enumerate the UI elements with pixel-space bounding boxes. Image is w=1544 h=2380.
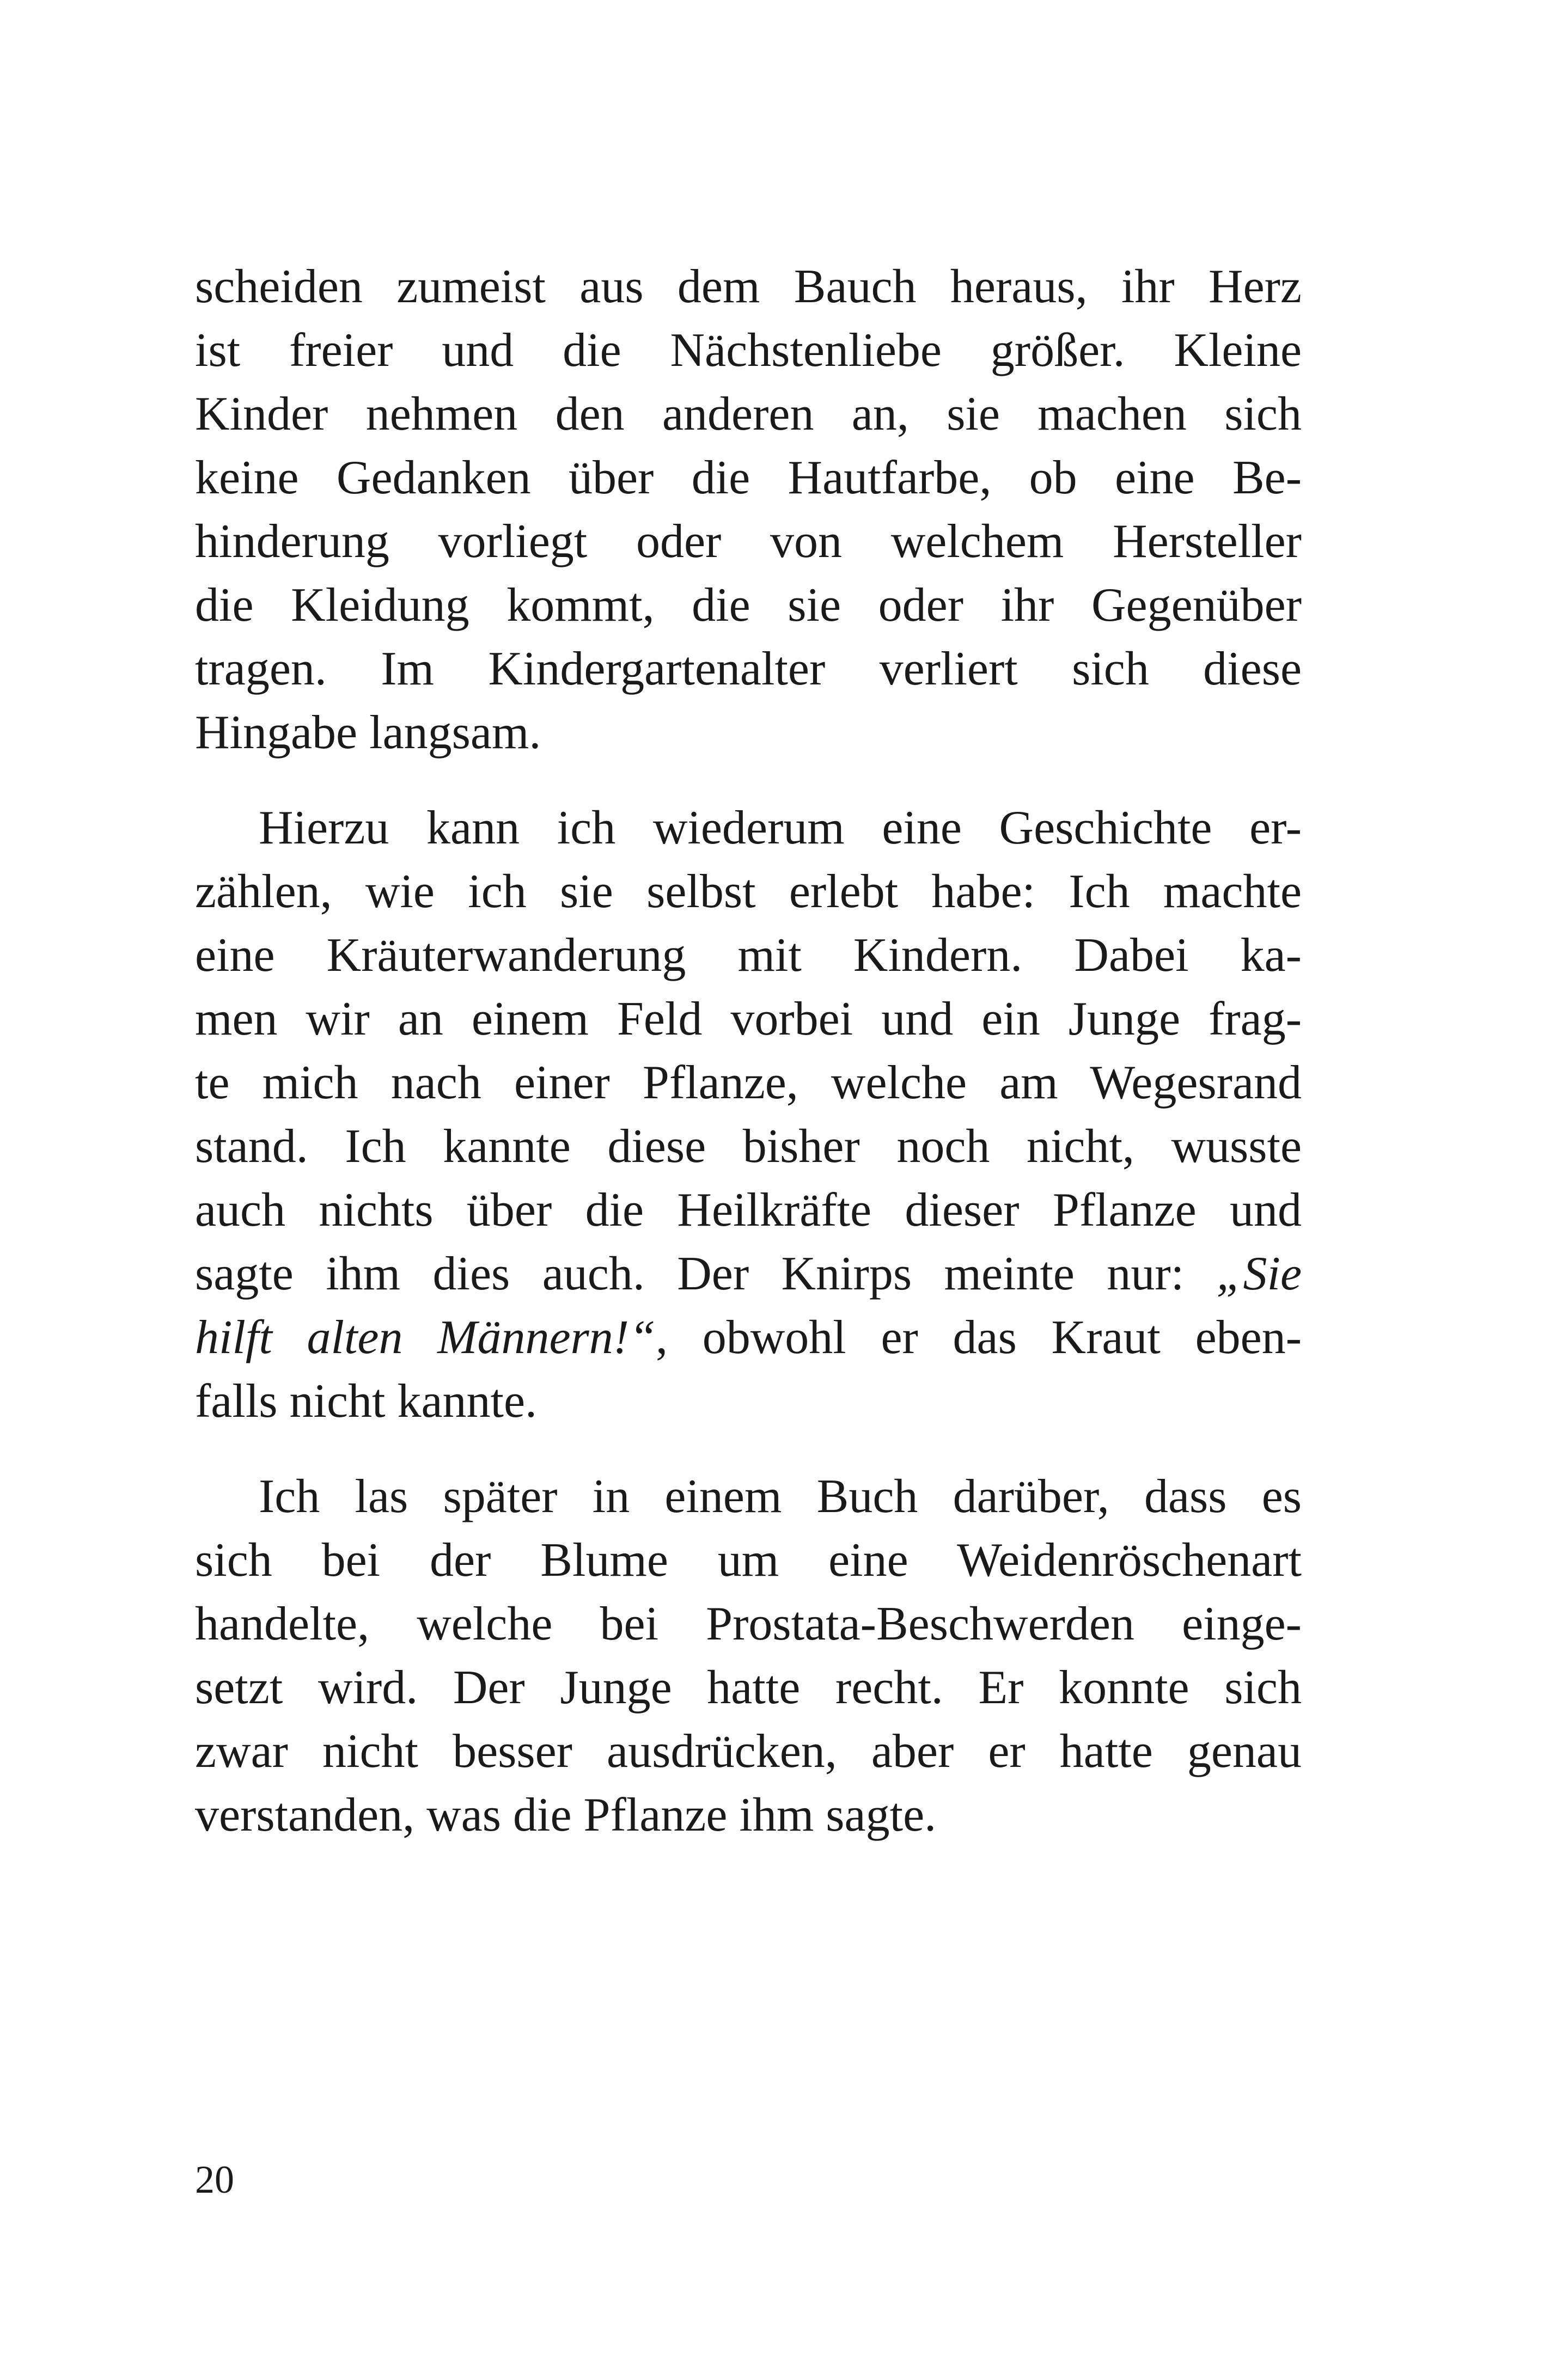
text-line: die Kleidung kommt, die sie oder ihr Gegenüber bbox=[195, 579, 1302, 632]
text-line: sich bei der Blume um eine Weidenröschenart bbox=[195, 1534, 1302, 1587]
paragraph-3 bbox=[195, 1465, 1302, 1847]
text-line: stand. Ich kannte diese bisher noch nicht, wusste bbox=[195, 1120, 1302, 1173]
text-line: handelte, welche bei Prostata-Beschwerden einge- bbox=[195, 1598, 1302, 1650]
text-line: eine Kräuterwanderung mit Kindern. Dabei ka- bbox=[195, 929, 1302, 982]
text-line: keine Gedanken über die Hautfarbe, ob eine Be- bbox=[195, 451, 1302, 504]
text-line: ist freier und die Nächstenliebe größer. Kleine bbox=[195, 324, 1302, 377]
page-number: 20 bbox=[195, 2158, 234, 2201]
text-line: verstanden, was die Pflanze ihm sagte. bbox=[195, 1789, 937, 1841]
text-line: zwar nicht besser ausdrücken, aber er hatte genau bbox=[195, 1725, 1302, 1778]
text-line: zählen, wie ich sie selbst erlebt habe: Ich machte bbox=[195, 865, 1302, 918]
text-line: men wir an einem Feld vorbei und ein Junge frag- bbox=[195, 993, 1302, 1045]
quote-lead-in: sagte ihm dies auch. Der Knirps meinte nur: bbox=[195, 1247, 1217, 1300]
paragraph-2 bbox=[195, 796, 1302, 1433]
text-line: te mich nach einer Pflanze, welche am Wegesrand bbox=[195, 1056, 1302, 1109]
paragraph-1 bbox=[195, 255, 1302, 764]
quote-trailing-text: , obwohl er das Kraut eben- bbox=[656, 1311, 1302, 1364]
text-line: tragen. Im Kindergartenalter verliert sich diese bbox=[195, 643, 1302, 695]
quote-text-end: hilft alten Männern!“ bbox=[195, 1311, 656, 1364]
text-line: Hingabe langsam. bbox=[195, 706, 541, 759]
quote-text-start: „Sie bbox=[1216, 1247, 1302, 1300]
text-line: setzt wird. Der Junge hatte recht. Er konnte sich bbox=[195, 1661, 1302, 1714]
text-line: scheiden zumeist aus dem Bauch heraus, ihr Herz bbox=[195, 260, 1302, 313]
page-body bbox=[195, 255, 1302, 1847]
text-line: Hierzu kann ich wiederum eine Geschichte er- bbox=[259, 802, 1302, 854]
text-line-with-quote bbox=[195, 1306, 1302, 1369]
text-line-with-quote bbox=[195, 1242, 1302, 1306]
text-line: Kinder nehmen den anderen an, sie machen sich bbox=[195, 388, 1302, 440]
text-line: auch nichts über die Heilkräfte dieser Pflanze und bbox=[195, 1184, 1302, 1237]
text-line: hinderung vorliegt oder von welchem Hersteller bbox=[195, 515, 1302, 568]
text-line: Ich las später in einem Buch darüber, dass es bbox=[259, 1470, 1302, 1523]
text-line: falls nicht kannte. bbox=[195, 1375, 538, 1428]
